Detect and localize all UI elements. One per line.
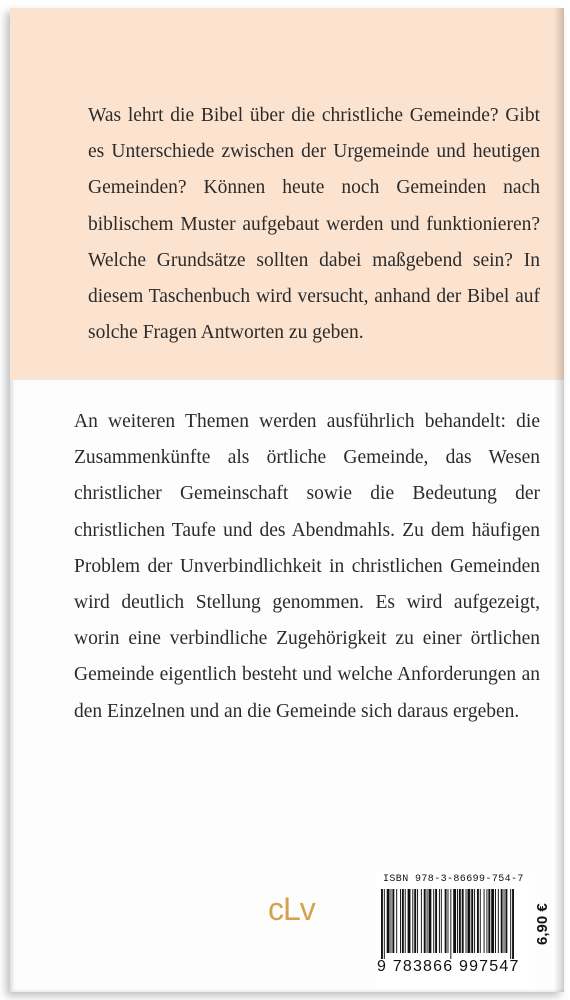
barcode-bar	[462, 889, 464, 953]
barcode-bar	[405, 889, 406, 953]
barcode-bar	[435, 889, 437, 953]
barcode-bar	[391, 889, 392, 953]
barcode-bar	[421, 889, 422, 953]
barcode-bar	[408, 889, 411, 953]
barcode-bar	[498, 889, 499, 953]
barcode-bar	[501, 889, 503, 953]
barcode-bar	[459, 889, 461, 953]
barcode-bar	[457, 889, 458, 953]
barcode-bar	[381, 889, 383, 959]
isbn-label: ISBN 978-3-86699-754-7	[383, 874, 524, 885]
intro-paragraph: Was lehrt die Bibel über die christliche Gemeinde? Gibt es Unterschiede zwischen der Urgemeinde und heutigen Gemeinden? Können heute noch Gemeinden nach biblischem Muster aufgebaut werden und funktionieren? Welche Grundsätze sollten dabei maßgebend sein? In diesem Taschenbuch wird versucht, anhand der Bibel auf solche Fragen Antworten zu geben.	[88, 105, 540, 344]
barcode-bar	[441, 889, 442, 953]
price-label: 6,90 €	[534, 903, 551, 945]
barcode-bar	[466, 889, 467, 953]
barcode-bar	[387, 889, 390, 953]
barcode-bar	[474, 889, 475, 953]
barcode-bar	[486, 889, 487, 953]
publisher-logo: cLv	[268, 891, 315, 927]
barcode-bar	[424, 889, 426, 953]
barcode-bar	[512, 889, 514, 959]
barcode-bar	[433, 889, 434, 953]
barcode-bar	[384, 889, 385, 959]
barcode-bar	[392, 889, 394, 953]
barcode-bar	[504, 889, 505, 953]
barcode-bar	[471, 889, 473, 953]
barcode-bar	[427, 889, 428, 953]
barcode-bar	[510, 889, 511, 959]
barcode-bar	[417, 889, 418, 953]
barcode-bar	[439, 889, 440, 953]
barcode-bar	[445, 889, 447, 953]
book-back-cover	[10, 8, 564, 992]
barcode-bar	[450, 889, 451, 959]
barcode-bar	[491, 889, 494, 953]
barcode-bar	[488, 889, 490, 953]
barcode-number: 9 783866 997547	[377, 958, 520, 975]
barcode-bar	[448, 889, 449, 953]
barcode-bar	[467, 889, 470, 953]
barcode-bar	[402, 889, 404, 953]
barcode-bar	[477, 889, 479, 953]
topics-paragraph: An weiteren Themen werden ausführlich behandelt: die Zusammenkünfte als örtliche Gemeinde, das Wesen christlicher Gemeinschaft sowie die Bedeutung der christlichen Taufe und des Abendmahls. Zu dem häufigen Problem der Unverbindlichkeit in christlichen Gemeinden wird deutlich Stellung genommen. Es wird aufgezeigt, worin eine verbindliche Zugehörigkeit zu einer örtlichen Gemeinde eigentlich besteht und welche Anforderungen an den Einzelnen und an die Gemeinde sich daraus ergeben.	[74, 411, 540, 722]
barcode-bar	[396, 889, 397, 953]
barcode-bar	[505, 889, 507, 953]
barcode-bar	[400, 889, 401, 953]
barcode-bar	[484, 889, 485, 953]
barcode-bar	[495, 889, 496, 953]
barcode-bar	[429, 889, 432, 953]
barcode-icon	[381, 889, 529, 959]
barcode-bar	[453, 889, 456, 953]
barcode-bar	[414, 889, 416, 953]
barcode-bar	[412, 889, 413, 953]
barcode-bar	[480, 889, 481, 953]
barcode-area	[375, 871, 535, 989]
